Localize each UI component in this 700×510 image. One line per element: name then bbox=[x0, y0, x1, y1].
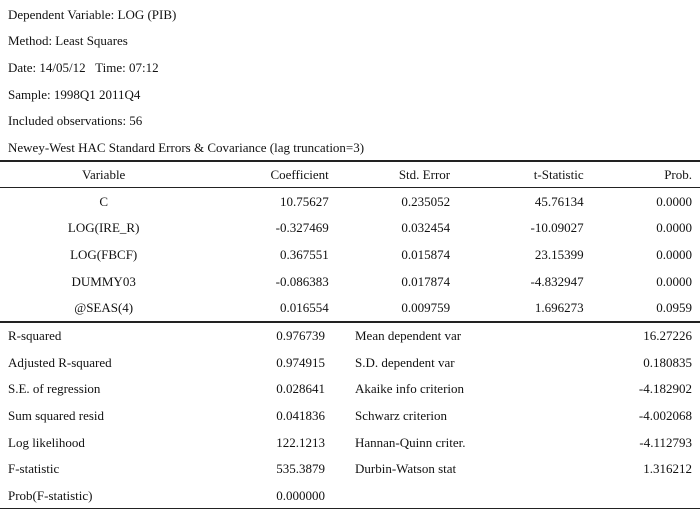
t-statistic-cell: -10.09027 bbox=[530, 220, 584, 236]
stats-row bbox=[0, 403, 700, 430]
variable-cell: LOG(FBCF) bbox=[70, 247, 138, 263]
stat-label: Prob(F-statistic) bbox=[8, 487, 93, 503]
stat-value: 122.1213 bbox=[276, 434, 325, 450]
summary-statistics-table bbox=[0, 323, 700, 509]
table-row bbox=[0, 189, 700, 216]
stats-row bbox=[0, 456, 700, 483]
col-std-error: Std. Error bbox=[398, 167, 451, 183]
stats-row bbox=[0, 376, 700, 403]
method-line: Method: Least Squares bbox=[8, 33, 128, 48]
stat-label: Mean dependent var bbox=[355, 328, 462, 344]
stat-label: Sum squared resid bbox=[8, 408, 105, 424]
stats-row bbox=[0, 483, 700, 510]
std-error-cell: 0.015874 bbox=[401, 247, 451, 263]
dependent-variable-line: Dependent Variable: LOG (PIB) bbox=[8, 7, 177, 22]
stat-label: S.D. dependent var bbox=[355, 354, 455, 370]
stat-value: 0.976739 bbox=[276, 328, 325, 344]
prob-cell: 0.0000 bbox=[656, 247, 692, 263]
stat-value: 535.3879 bbox=[276, 461, 325, 477]
variable-cell: DUMMY03 bbox=[71, 273, 136, 289]
stat-value: -4.182902 bbox=[638, 381, 692, 397]
variable-cell: @SEAS(4) bbox=[74, 300, 134, 316]
coefficient-cell: 0.016554 bbox=[279, 300, 329, 316]
table-row bbox=[0, 242, 700, 269]
col-variable: Variable bbox=[82, 167, 126, 183]
stat-label: Log likelihood bbox=[8, 434, 85, 450]
stat-value: 0.028641 bbox=[276, 381, 325, 397]
column-header-divider bbox=[0, 187, 700, 188]
t-statistic-cell: -4.832947 bbox=[530, 273, 584, 289]
prob-cell: 0.0000 bbox=[656, 220, 692, 236]
coefficient-cell: 0.367551 bbox=[279, 247, 329, 263]
stat-label: R-squared bbox=[8, 328, 62, 344]
stat-value: -4.112793 bbox=[639, 434, 692, 450]
std-error-cell: 0.032454 bbox=[401, 220, 451, 236]
stat-value: 0.974915 bbox=[276, 354, 325, 370]
stat-value: 0.000000 bbox=[276, 487, 325, 503]
std-error-cell: 0.009759 bbox=[401, 300, 451, 316]
stat-label bbox=[325, 483, 595, 510]
observations-line: Included observations: 56 bbox=[8, 113, 143, 128]
stats-row bbox=[0, 429, 700, 456]
stat-value: -4.002068 bbox=[638, 408, 692, 424]
std-error-cell: 0.017874 bbox=[401, 273, 451, 289]
variable-cell: LOG(IRE_R) bbox=[67, 220, 140, 236]
stat-label: F-statistic bbox=[8, 461, 60, 477]
column-header-row bbox=[0, 162, 700, 189]
stat-value: 16.27226 bbox=[643, 328, 692, 344]
prob-cell: 0.0959 bbox=[656, 300, 692, 316]
hac-line: Newey-West HAC Standard Errors & Covariance (lag truncation=3) bbox=[8, 140, 365, 155]
table-row bbox=[0, 268, 700, 295]
table-row bbox=[0, 295, 700, 322]
stat-label: Hannan-Quinn criter. bbox=[355, 434, 466, 450]
stat-value: 0.180835 bbox=[643, 354, 692, 370]
prob-cell: 0.0000 bbox=[656, 193, 692, 209]
stat-label: Schwarz criterion bbox=[355, 408, 448, 424]
prob-cell: 0.0000 bbox=[656, 273, 692, 289]
col-coefficient: Coefficient bbox=[270, 167, 329, 183]
stat-label: Akaike info criterion bbox=[355, 381, 465, 397]
t-statistic-cell: 1.696273 bbox=[534, 300, 584, 316]
coefficient-table bbox=[0, 162, 700, 322]
stat-label: Durbin-Watson stat bbox=[355, 461, 457, 477]
stat-label: Adjusted R-squared bbox=[8, 354, 112, 370]
stat-value bbox=[595, 483, 700, 510]
stats-row bbox=[0, 323, 700, 350]
stat-value: 1.316212 bbox=[643, 461, 692, 477]
table-row bbox=[0, 215, 700, 242]
sample-line: Sample: 1998Q1 2011Q4 bbox=[8, 87, 141, 102]
col-prob: Prob. bbox=[664, 167, 692, 183]
stats-row bbox=[0, 350, 700, 377]
col-t-statistic: t-Statistic bbox=[533, 167, 584, 183]
coefficient-cell: -0.327469 bbox=[275, 220, 329, 236]
variable-cell: C bbox=[99, 193, 109, 209]
stat-label: S.E. of regression bbox=[8, 381, 101, 397]
t-statistic-cell: 23.15399 bbox=[534, 247, 584, 263]
bottom-rule bbox=[0, 508, 700, 509]
t-statistic-cell: 45.76134 bbox=[534, 193, 584, 209]
coefficient-cell: -0.086383 bbox=[275, 273, 329, 289]
coefficient-cell: 10.75627 bbox=[279, 193, 329, 209]
stat-value: 0.041836 bbox=[276, 408, 325, 424]
std-error-cell: 0.235052 bbox=[401, 193, 451, 209]
date-time-line: Date: 14/05/12 Time: 07:12 bbox=[8, 60, 159, 75]
